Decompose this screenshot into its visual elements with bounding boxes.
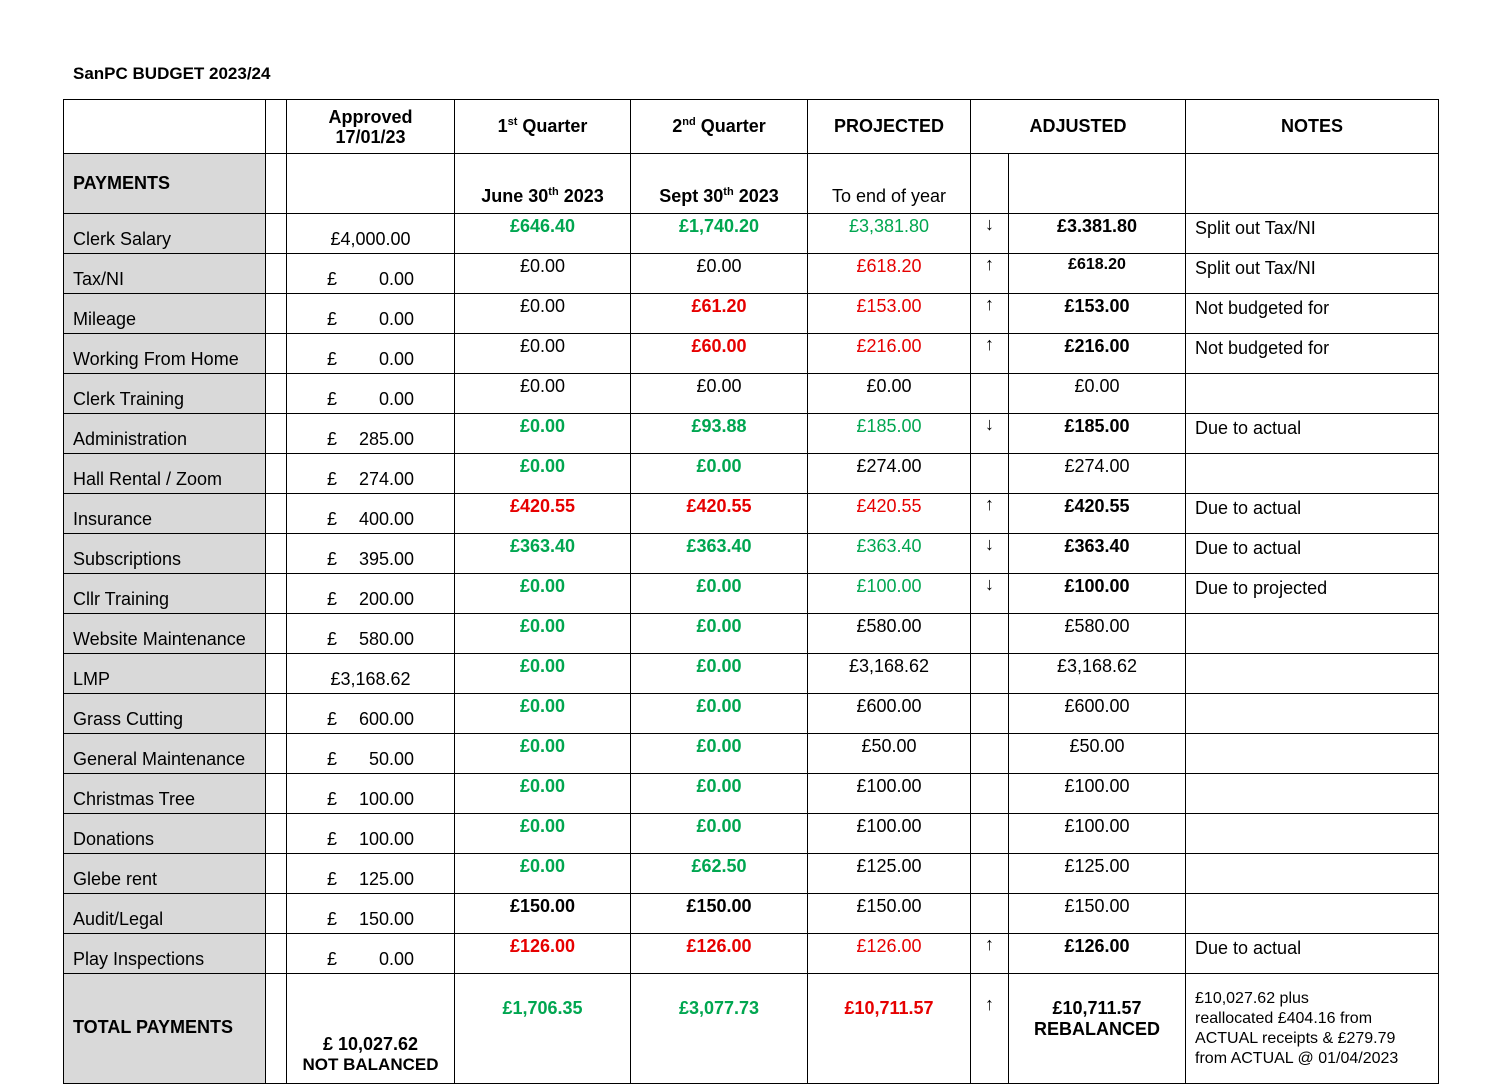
approved-cell (287, 214, 455, 254)
approved-value (287, 429, 454, 450)
row-spacer (266, 494, 287, 534)
q1-value: £0.00 (455, 774, 631, 814)
q2-value: £0.00 (631, 694, 808, 734)
q2-value: £60.00 (631, 334, 808, 374)
q1-value: £0.00 (455, 734, 631, 774)
approved-amount: 395.00 (358, 549, 414, 569)
approved-cell (287, 894, 455, 934)
note-cell: Split out Tax/NI (1186, 214, 1439, 254)
total-arrow-icon: ↑ (971, 974, 1009, 1084)
adjusted-value: £600.00 (1009, 694, 1186, 734)
trend-arrow-icon (971, 614, 1009, 654)
q2-value: £0.00 (631, 814, 808, 854)
currency-symbol: £ (327, 509, 338, 529)
approved-cell (287, 654, 455, 694)
approved-cell (287, 694, 455, 734)
approved-amount: 600.00 (358, 709, 414, 729)
total-spacer (266, 974, 287, 1084)
row-label: Tax/NI (64, 254, 266, 294)
adjusted-value: £100.00 (1009, 774, 1186, 814)
trend-arrow-icon (971, 454, 1009, 494)
row-label: Administration (64, 414, 266, 454)
currency-symbol: £ (327, 629, 338, 649)
row-spacer (266, 414, 287, 454)
table-row (64, 414, 1439, 454)
row-label: Working From Home (64, 334, 266, 374)
adjusted-value: £125.00 (1009, 854, 1186, 894)
note-cell (1186, 894, 1439, 934)
projected-value: £3,381.80 (808, 214, 971, 254)
approved-cell (287, 814, 455, 854)
table-row (64, 334, 1439, 374)
approved-value (287, 469, 454, 490)
approved-amount: 0.00 (378, 269, 414, 289)
adjusted-value: £153.00 (1009, 294, 1186, 334)
subheader-adjusted-blank (1009, 154, 1186, 214)
approved-cell (287, 254, 455, 294)
approved-cell (287, 414, 455, 454)
q2-date-year: 2023 (733, 186, 779, 206)
total-note (1186, 974, 1439, 1084)
row-label: Donations (64, 814, 266, 854)
approved-value (287, 869, 454, 890)
adjusted-value: £363.40 (1009, 534, 1186, 574)
currency-symbol: £ (327, 309, 338, 329)
q2-value: £1,740.20 (631, 214, 808, 254)
row-label: Website Maintenance (64, 614, 266, 654)
approved-value (287, 349, 454, 370)
currency-symbol: £ (327, 869, 338, 889)
trend-arrow-icon: ↓ (971, 414, 1009, 454)
note-cell (1186, 374, 1439, 414)
approved-amount: 580.00 (358, 629, 414, 649)
q1-value: £126.00 (455, 934, 631, 974)
row-label: Play Inspections (64, 934, 266, 974)
row-label: Cllr Training (64, 574, 266, 614)
projected-value: £274.00 (808, 454, 971, 494)
q1-value: £0.00 (455, 374, 631, 414)
q1-value: £0.00 (455, 814, 631, 854)
table-row (64, 254, 1439, 294)
approved-value: £3,168.62 (330, 669, 411, 689)
subheader-notes-blank (1186, 154, 1439, 214)
adjusted-value: £150.00 (1009, 894, 1186, 934)
currency-symbol: £ (327, 589, 338, 609)
approved-amount: 0.00 (378, 949, 414, 969)
adjusted-value: £100.00 (1009, 814, 1186, 854)
q2-value: £0.00 (631, 374, 808, 414)
subheader-projected: To end of year (808, 154, 971, 214)
trend-arrow-icon (971, 854, 1009, 894)
currency-symbol: £ (327, 709, 338, 729)
note-cell: Due to actual (1186, 414, 1439, 454)
approved-value (287, 629, 454, 650)
q1-value: £420.55 (455, 494, 631, 534)
payments-label: PAYMENTS (64, 154, 266, 214)
note-cell: Due to actual (1186, 534, 1439, 574)
table-row (64, 614, 1439, 654)
table-row (64, 534, 1439, 574)
row-spacer (266, 254, 287, 294)
approved-value (287, 949, 454, 970)
table-row (64, 734, 1439, 774)
subheader-q2-date (631, 154, 808, 214)
header-q1-num: 1 (497, 116, 508, 136)
header-adjusted: ADJUSTED (971, 100, 1186, 154)
subheader-row (64, 154, 1439, 214)
q2-value: £126.00 (631, 934, 808, 974)
approved-cell (287, 334, 455, 374)
header-spacer (266, 100, 287, 154)
row-spacer (266, 614, 287, 654)
adjusted-value: £216.00 (1009, 334, 1186, 374)
approved-value (287, 269, 454, 290)
approved-amount: 100.00 (358, 829, 414, 849)
note-cell: Not budgeted for (1186, 334, 1439, 374)
projected-value: £150.00 (808, 894, 971, 934)
projected-value: £153.00 (808, 294, 971, 334)
table-row (64, 294, 1439, 334)
trend-arrow-icon: ↑ (971, 254, 1009, 294)
approved-value (287, 749, 454, 770)
projected-value: £100.00 (808, 574, 971, 614)
approved-cell (287, 534, 455, 574)
currency-symbol: £ (327, 269, 338, 289)
currency-symbol: £ (327, 909, 338, 929)
trend-arrow-icon (971, 774, 1009, 814)
subheader-q1-date (455, 154, 631, 214)
q1-value: £0.00 (455, 334, 631, 374)
q1-value: £150.00 (455, 894, 631, 934)
q1-value: £0.00 (455, 454, 631, 494)
approved-amount: 0.00 (378, 309, 414, 329)
row-spacer (266, 814, 287, 854)
header-q2-num: 2 (672, 116, 683, 136)
q1-date-sup: th (548, 186, 559, 198)
subheader-approved-blank (287, 154, 455, 214)
row-label: Clerk Salary (64, 214, 266, 254)
subheader-arrow-blank (971, 154, 1009, 214)
row-spacer (266, 854, 287, 894)
header-approved-date: 17/01/23 (335, 126, 406, 147)
adjusted-value: £3.381.80 (1009, 214, 1186, 254)
trend-arrow-icon (971, 894, 1009, 934)
projected-value: £580.00 (808, 614, 971, 654)
total-adjusted-status: REBALANCED (1034, 1019, 1160, 1039)
q1-value: £0.00 (455, 854, 631, 894)
projected-value: £125.00 (808, 854, 971, 894)
projected-value: £363.40 (808, 534, 971, 574)
table-row (64, 774, 1439, 814)
q1-value: £0.00 (455, 574, 631, 614)
table-row (64, 494, 1439, 534)
total-note-line: reallocated £404.16 from (1195, 1009, 1373, 1027)
trend-arrow-icon (971, 654, 1009, 694)
trend-arrow-icon: ↑ (971, 934, 1009, 974)
q1-value: £0.00 (455, 614, 631, 654)
note-cell: Split out Tax/NI (1186, 254, 1439, 294)
q2-value: £0.00 (631, 774, 808, 814)
currency-symbol: £ (327, 829, 338, 849)
trend-arrow-icon: ↓ (971, 534, 1009, 574)
total-note-line: £10,027.62 plus (1195, 989, 1309, 1007)
q1-value: £0.00 (455, 654, 631, 694)
trend-arrow-icon: ↑ (971, 334, 1009, 374)
row-spacer (266, 774, 287, 814)
budget-table (63, 99, 1439, 1084)
q1-value: £363.40 (455, 534, 631, 574)
header-q1-sup: st (507, 116, 518, 128)
q2-value: £62.50 (631, 854, 808, 894)
approved-cell (287, 734, 455, 774)
table-row (64, 654, 1439, 694)
trend-arrow-icon (971, 694, 1009, 734)
currency-symbol: £ (327, 349, 338, 369)
trend-arrow-icon: ↓ (971, 574, 1009, 614)
approved-value: £4,000.00 (330, 229, 411, 249)
q1-value: £0.00 (455, 694, 631, 734)
header-row (64, 100, 1439, 154)
approved-cell (287, 934, 455, 974)
adjusted-value: £50.00 (1009, 734, 1186, 774)
approved-cell (287, 854, 455, 894)
row-label: LMP (64, 654, 266, 694)
note-cell: Due to projected (1186, 574, 1439, 614)
total-approved-status: NOT BALANCED (302, 1055, 439, 1074)
approved-cell (287, 374, 455, 414)
trend-arrow-icon: ↑ (971, 294, 1009, 334)
trend-arrow-icon (971, 814, 1009, 854)
approved-amount: 400.00 (358, 509, 414, 529)
adjusted-value: £185.00 (1009, 414, 1186, 454)
trend-arrow-icon: ↑ (971, 494, 1009, 534)
approved-value (287, 549, 454, 570)
note-cell (1186, 734, 1439, 774)
approved-cell (287, 294, 455, 334)
row-spacer (266, 214, 287, 254)
projected-value: £618.20 (808, 254, 971, 294)
projected-value: £3,168.62 (808, 654, 971, 694)
header-q2 (631, 100, 808, 154)
currency-symbol: £ (327, 949, 338, 969)
approved-value (287, 709, 454, 730)
adjusted-value: £274.00 (1009, 454, 1186, 494)
table-row (64, 574, 1439, 614)
table-row (64, 214, 1439, 254)
approved-amount: 200.00 (358, 589, 414, 609)
row-label: Mileage (64, 294, 266, 334)
q2-value: £61.20 (631, 294, 808, 334)
q1-value: £646.40 (455, 214, 631, 254)
trend-arrow-icon (971, 734, 1009, 774)
row-spacer (266, 934, 287, 974)
header-q2-sup: nd (682, 116, 696, 128)
projected-value: £600.00 (808, 694, 971, 734)
total-adjusted-value: £10,711.57 (1052, 998, 1142, 1018)
header-projected: PROJECTED (808, 100, 971, 154)
approved-value (287, 509, 454, 530)
row-spacer (266, 894, 287, 934)
total-q1: £1,706.35 (455, 974, 631, 1084)
note-cell: Due to actual (1186, 934, 1439, 974)
table-row (64, 454, 1439, 494)
note-cell (1186, 814, 1439, 854)
row-spacer (266, 574, 287, 614)
approved-cell (287, 454, 455, 494)
document-title: SanPC BUDGET 2023/24 (73, 64, 271, 83)
table-row (64, 854, 1439, 894)
note-cell (1186, 854, 1439, 894)
projected-value: £216.00 (808, 334, 971, 374)
row-spacer (266, 334, 287, 374)
approved-amount: 285.00 (358, 429, 414, 449)
q2-value: £150.00 (631, 894, 808, 934)
approved-amount: 0.00 (378, 349, 414, 369)
currency-symbol: £ (327, 389, 338, 409)
table-row (64, 934, 1439, 974)
projected-value: £100.00 (808, 774, 971, 814)
row-spacer (266, 294, 287, 334)
adjusted-value: £618.20 (1009, 254, 1186, 294)
row-label: Subscriptions (64, 534, 266, 574)
row-label: General Maintenance (64, 734, 266, 774)
note-cell: Not budgeted for (1186, 294, 1439, 334)
header-approved-label: Approved (328, 106, 413, 127)
table-row (64, 814, 1439, 854)
approved-value (287, 829, 454, 850)
q2-date-sup: th (723, 186, 734, 198)
approved-cell (287, 574, 455, 614)
subheader-spacer (266, 154, 287, 214)
note-cell: Due to actual (1186, 494, 1439, 534)
approved-value (287, 789, 454, 810)
total-label: TOTAL PAYMENTS (64, 974, 266, 1084)
adjusted-value: £100.00 (1009, 574, 1186, 614)
note-cell (1186, 654, 1439, 694)
adjusted-value: £580.00 (1009, 614, 1186, 654)
row-spacer (266, 694, 287, 734)
total-note-line: ACTUAL receipts & £279.79 (1195, 1029, 1396, 1047)
row-label: Clerk Training (64, 374, 266, 414)
q2-value: £0.00 (631, 454, 808, 494)
trend-arrow-icon: ↓ (971, 214, 1009, 254)
note-cell (1186, 694, 1439, 734)
q1-value: £0.00 (455, 254, 631, 294)
note-cell (1186, 774, 1439, 814)
q2-value: £0.00 (631, 254, 808, 294)
header-q1 (455, 100, 631, 154)
note-cell (1186, 454, 1439, 494)
q1-value: £0.00 (455, 294, 631, 334)
currency-symbol: £ (327, 789, 338, 809)
approved-value (287, 309, 454, 330)
header-q1-text: Quarter (517, 116, 588, 136)
row-label: Christmas Tree (64, 774, 266, 814)
projected-value: £100.00 (808, 814, 971, 854)
approved-amount: 50.00 (368, 749, 414, 769)
q2-value: £363.40 (631, 534, 808, 574)
q1-date-text: June 30 (481, 186, 549, 206)
currency-symbol: £ (327, 429, 338, 449)
total-note-line: from ACTUAL @ 01/04/2023 (1195, 1049, 1399, 1067)
adjusted-value: £420.55 (1009, 494, 1186, 534)
row-label: Grass Cutting (64, 694, 266, 734)
projected-value: £185.00 (808, 414, 971, 454)
note-cell (1186, 614, 1439, 654)
approved-cell (287, 494, 455, 534)
q2-value: £93.88 (631, 414, 808, 454)
total-approved-value: £ 10,027.62 (322, 1034, 419, 1054)
total-approved (287, 974, 455, 1084)
adjusted-value: £3,168.62 (1009, 654, 1186, 694)
q1-value: £0.00 (455, 414, 631, 454)
header-q2-text: Quarter (695, 116, 766, 136)
table-row (64, 894, 1439, 934)
projected-value: £50.00 (808, 734, 971, 774)
approved-cell (287, 614, 455, 654)
total-row (64, 974, 1439, 1084)
approved-cell (287, 774, 455, 814)
approved-amount: 150.00 (358, 909, 414, 929)
row-spacer (266, 654, 287, 694)
currency-symbol: £ (327, 549, 338, 569)
total-adjusted (1009, 974, 1186, 1084)
row-spacer (266, 454, 287, 494)
row-label: Hall Rental / Zoom (64, 454, 266, 494)
q1-date-year: 2023 (558, 186, 604, 206)
q2-value: £0.00 (631, 734, 808, 774)
q2-value: £0.00 (631, 574, 808, 614)
q2-value: £420.55 (631, 494, 808, 534)
header-blank (64, 100, 266, 154)
projected-value: £126.00 (808, 934, 971, 974)
row-spacer (266, 734, 287, 774)
row-label: Insurance (64, 494, 266, 534)
approved-amount: 0.00 (378, 389, 414, 409)
q2-value: £0.00 (631, 654, 808, 694)
table-row (64, 374, 1439, 414)
projected-value: £0.00 (808, 374, 971, 414)
trend-arrow-icon (971, 374, 1009, 414)
row-spacer (266, 534, 287, 574)
table-row (64, 694, 1439, 734)
header-notes: NOTES (1186, 100, 1439, 154)
approved-amount: 274.00 (358, 469, 414, 489)
currency-symbol: £ (327, 749, 338, 769)
currency-symbol: £ (327, 469, 338, 489)
row-spacer (266, 374, 287, 414)
approved-amount: 125.00 (358, 869, 414, 889)
q2-value: £0.00 (631, 614, 808, 654)
approved-amount: 100.00 (358, 789, 414, 809)
approved-value (287, 589, 454, 610)
adjusted-value: £0.00 (1009, 374, 1186, 414)
adjusted-value: £126.00 (1009, 934, 1186, 974)
approved-value (287, 909, 454, 930)
row-label: Audit/Legal (64, 894, 266, 934)
header-approved (287, 100, 455, 154)
q2-date-text: Sept 30 (659, 186, 724, 206)
total-projected: £10,711.57 (808, 974, 971, 1084)
row-label: Glebe rent (64, 854, 266, 894)
approved-value (287, 389, 454, 410)
projected-value: £420.55 (808, 494, 971, 534)
total-q2: £3,077.73 (631, 974, 808, 1084)
